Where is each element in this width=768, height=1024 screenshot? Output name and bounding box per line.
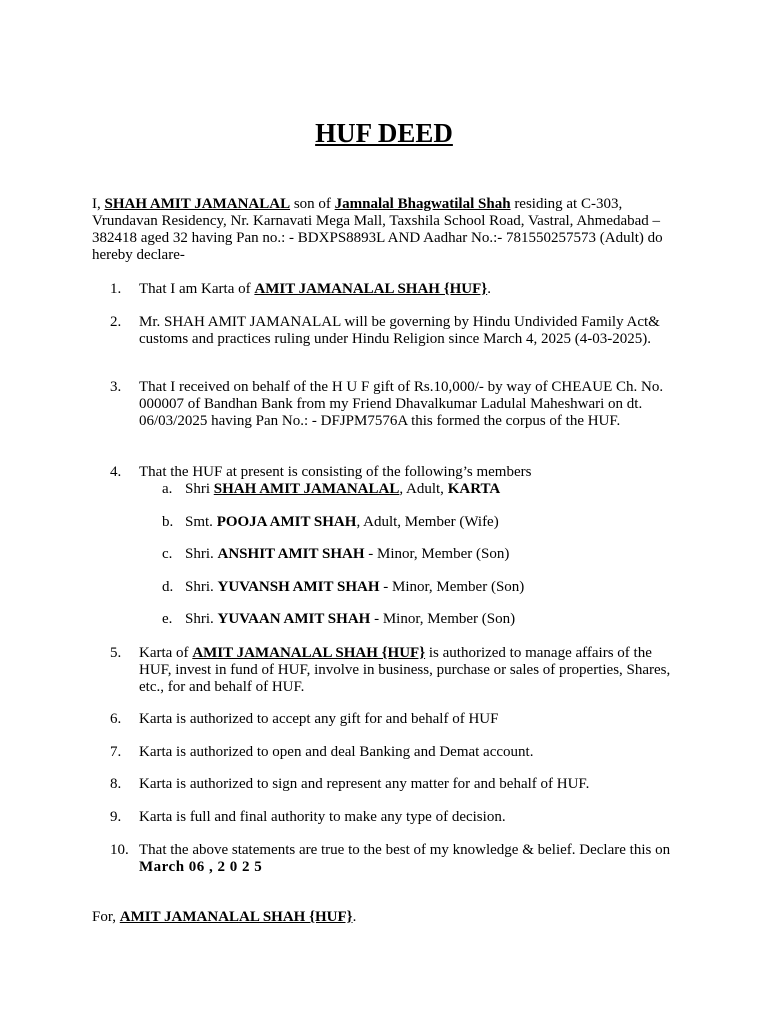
- item-number: 9.: [110, 809, 122, 825]
- member-name: ANSHIT AMIT SHAH: [217, 546, 365, 562]
- member-name: POOJA AMIT SHAH: [216, 514, 357, 530]
- item-number: 3.: [110, 379, 122, 395]
- intro-rest: residing at C-303, Vrundavan Residency, Nr. Karnavati Mega Mall, Taxshila School Road, Vastral, Ahmedabad – 382418 aged 32 having Pan no.: - BDXPS8893L AND Aadhar No.:- 781550257573 (Adult) do hereby declare-: [92, 196, 663, 263]
- intro-prefix: I,: [92, 196, 105, 212]
- member-role: KARTA: [447, 481, 501, 497]
- item-text: [139, 842, 684, 876]
- member-name: YUVANSH AMIT SHAH: [217, 579, 380, 595]
- member-title: Shri.: [185, 611, 218, 627]
- intro-son-of: son of: [290, 196, 335, 212]
- member-letter: c.: [162, 546, 173, 562]
- member-desc: - Minor, Member (Son): [370, 611, 516, 627]
- item-text: [139, 281, 684, 298]
- item-text: That I received on behalf of the H U F gift of Rs.10,000/- by way of CHEAUE Ch. No. 000007 of Bandhan Bank from my Friend Dhavalkumar Ladulal Maheshwari on dt. 06/03/2025 having Pan No.: - DFJPM7576A this formed the corpus of the HUF.: [139, 379, 664, 429]
- item-number: 6.: [110, 711, 122, 727]
- item-text-pre: Karta of: [139, 645, 193, 661]
- member-name: SHAH AMIT JAMANALAL: [213, 481, 400, 497]
- member-text: [185, 579, 730, 596]
- item-number: 8.: [110, 776, 122, 792]
- huf-name: AMIT JAMANALAL SHAH {HUF}: [192, 645, 426, 661]
- huf-name: AMIT JAMANALAL SHAH {HUF}: [254, 281, 488, 297]
- item-text: That the HUF at present is consisting of the following’s members: [139, 464, 532, 480]
- member-desc: - Minor, Member (Son): [379, 579, 525, 595]
- declarant-name: SHAH AMIT JAMANALAL: [104, 196, 291, 212]
- declaration-date: March 06 , 2 0 2 5: [139, 859, 263, 875]
- member-title: Shri: [185, 481, 214, 497]
- member-title: Shri.: [185, 546, 218, 562]
- member-text: [185, 514, 730, 531]
- item-text: Karta is authorized to open and deal Banking and Demat account.: [139, 744, 534, 760]
- footer-post: .: [352, 909, 357, 925]
- item-number: 1.: [110, 281, 122, 297]
- intro-paragraph: [92, 196, 682, 264]
- member-letter: b.: [162, 514, 174, 530]
- item-text: Mr. SHAH AMIT JAMANALAL will be governing by Hindu Undivided Family Act& customs and practices ruling under Hindu Religion since March 4, 2025 (4-03-2025).: [139, 314, 660, 347]
- member-desc: , Adult, Member (Wife): [356, 514, 499, 530]
- item-text: Karta is authorized to accept any gift for and behalf of HUF: [139, 711, 499, 727]
- member-title: Smt.: [185, 514, 217, 530]
- footer-huf-name: AMIT JAMANALAL SHAH {HUF}: [119, 909, 353, 925]
- member-letter: a.: [162, 481, 173, 497]
- item-number: 2.: [110, 314, 122, 330]
- footer-line: [92, 909, 692, 926]
- item-text-post: .: [487, 281, 491, 297]
- item-number: 7.: [110, 744, 122, 760]
- item-text: Karta is authorized to sign and represent any matter for and behalf of HUF.: [139, 776, 590, 792]
- member-desc: , Adult,: [399, 481, 448, 497]
- father-name: Jamnalal Bhagwatilal Shah: [334, 196, 511, 212]
- member-letter: e.: [162, 611, 173, 627]
- item-number: 4.: [110, 464, 122, 480]
- item-number: 10.: [110, 842, 129, 858]
- member-title: Shri.: [185, 579, 218, 595]
- item-text-body: That the above statements are true to the best of my knowledge & belief. Declare this on: [139, 842, 671, 858]
- page-title: HUF DEED: [315, 118, 453, 148]
- item-text-post: is authorized to manage affairs of the HUF, invest in fund of HUF, involve in business, purchase or sales of properties, Shares, etc., for and behalf of HUF.: [139, 645, 671, 695]
- member-text: [185, 611, 730, 628]
- item-number: 5.: [110, 645, 122, 661]
- member-name: YUVAAN AMIT SHAH: [217, 611, 371, 627]
- item-text-pre: That I am Karta of: [139, 281, 255, 297]
- member-text: [185, 481, 730, 498]
- member-text: [185, 546, 730, 563]
- item-text: [139, 645, 684, 696]
- member-desc: - Minor, Member (Son): [364, 546, 510, 562]
- member-letter: d.: [162, 579, 174, 595]
- item-text: Karta is full and final authority to make any type of decision.: [139, 809, 506, 825]
- footer-pre: For,: [92, 909, 120, 925]
